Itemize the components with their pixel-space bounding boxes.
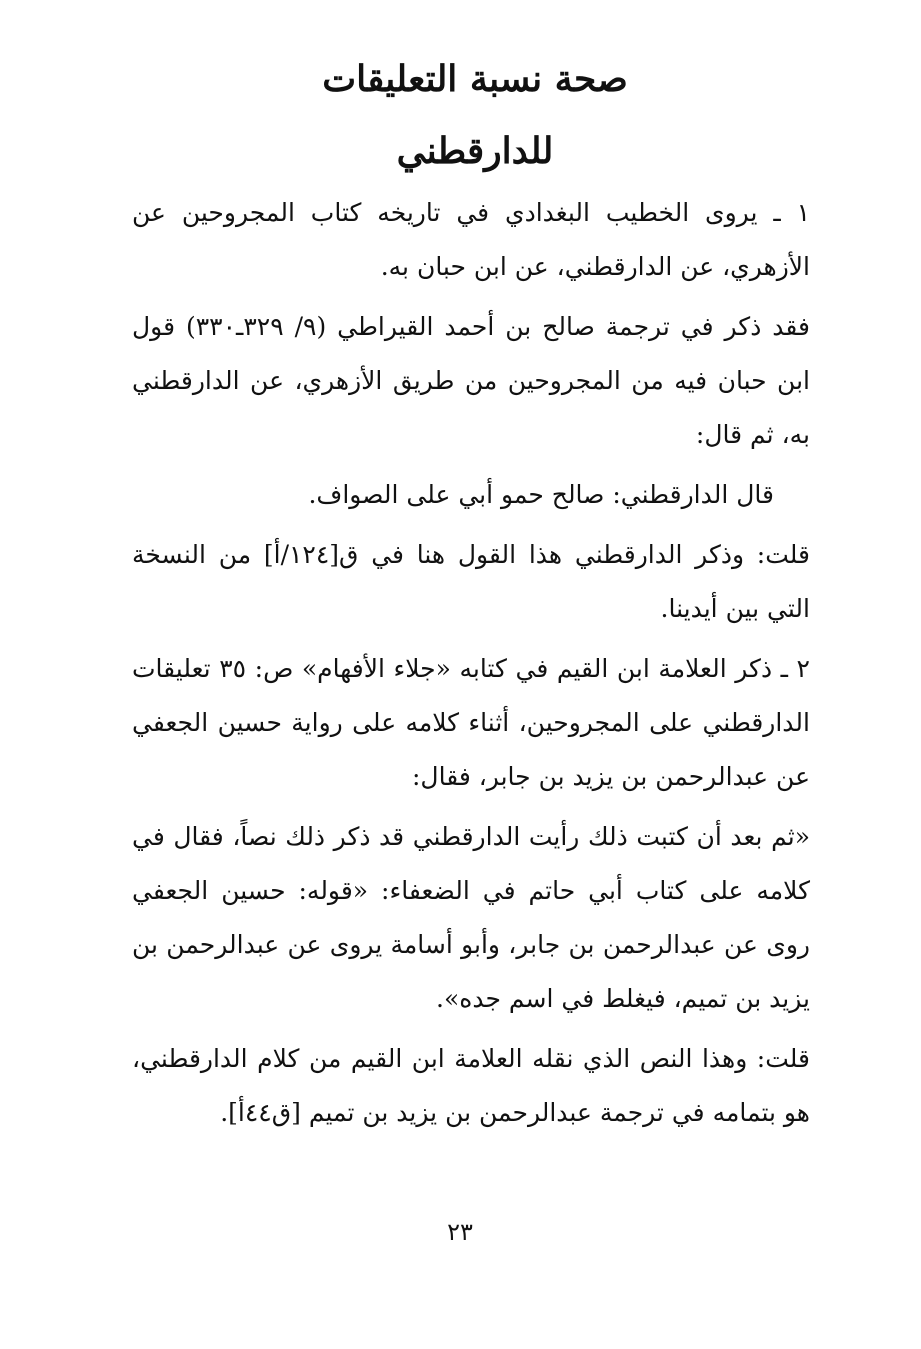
page-subtitle: للدارقطني (396, 130, 554, 172)
page-title: صحة نسبة التعليقات (322, 58, 628, 100)
paragraph-2: فقد ذكر في ترجمة صالح بن أحمد القيراطي (٩/ ٣٢٩ـ٣٣٠) قول ابن حبان فيه من المجروحين من طريق الأزهري، عن الدارقطني به، ثم قال: (132, 312, 810, 449)
paragraph-6: «ثم بعد أن كتبت ذلك رأيت الدارقطني قد ذكر ذلك نصاً، فقال في كلامه على كتاب أبي حاتم في الضعفاء: «قوله: حسين الجعفي روى عن عبدالرحمن بن جابر، وأبو أسامة يروى عن عبدالرحمن بن يزيد بن تميم، فيغلط في اسم جده». (132, 822, 810, 1013)
paragraph-4: قلت: وذكر الدارقطني هذا القول هنا في ق[١٢٤/أ] من النسخة التي بين أيدينا. (132, 540, 810, 623)
paragraph-1: ١ ـ يروى الخطيب البغدادي في تاريخه كتاب المجروحين عن الأزهري، عن الدارقطني، عن ابن حبان به. (132, 198, 810, 281)
paragraph-5: ٢ ـ ذكر العلامة ابن القيم في كتابه «جلاء الأفهام» ص: ٣٥ تعليقات الدارقطني على المجروحين، أثناء كلامه على رواية حسين الجعفي عن عبدالرحمن بن يزيد بن جابر، فقال: (132, 654, 810, 791)
page-number: ٢٣ (447, 1218, 473, 1246)
paragraph-3: قال الدارقطني: صالح حمو أبي على الصواف. (308, 480, 774, 509)
paragraph-7: قلت: وهذا النص الذي نقله العلامة ابن القيم من كلام الدارقطني، هو بتمامه في ترجمة عبدالرحمن بن يزيد بن تميم [ق٤٤أ]. (132, 1044, 810, 1127)
body-text (132, 186, 810, 1146)
